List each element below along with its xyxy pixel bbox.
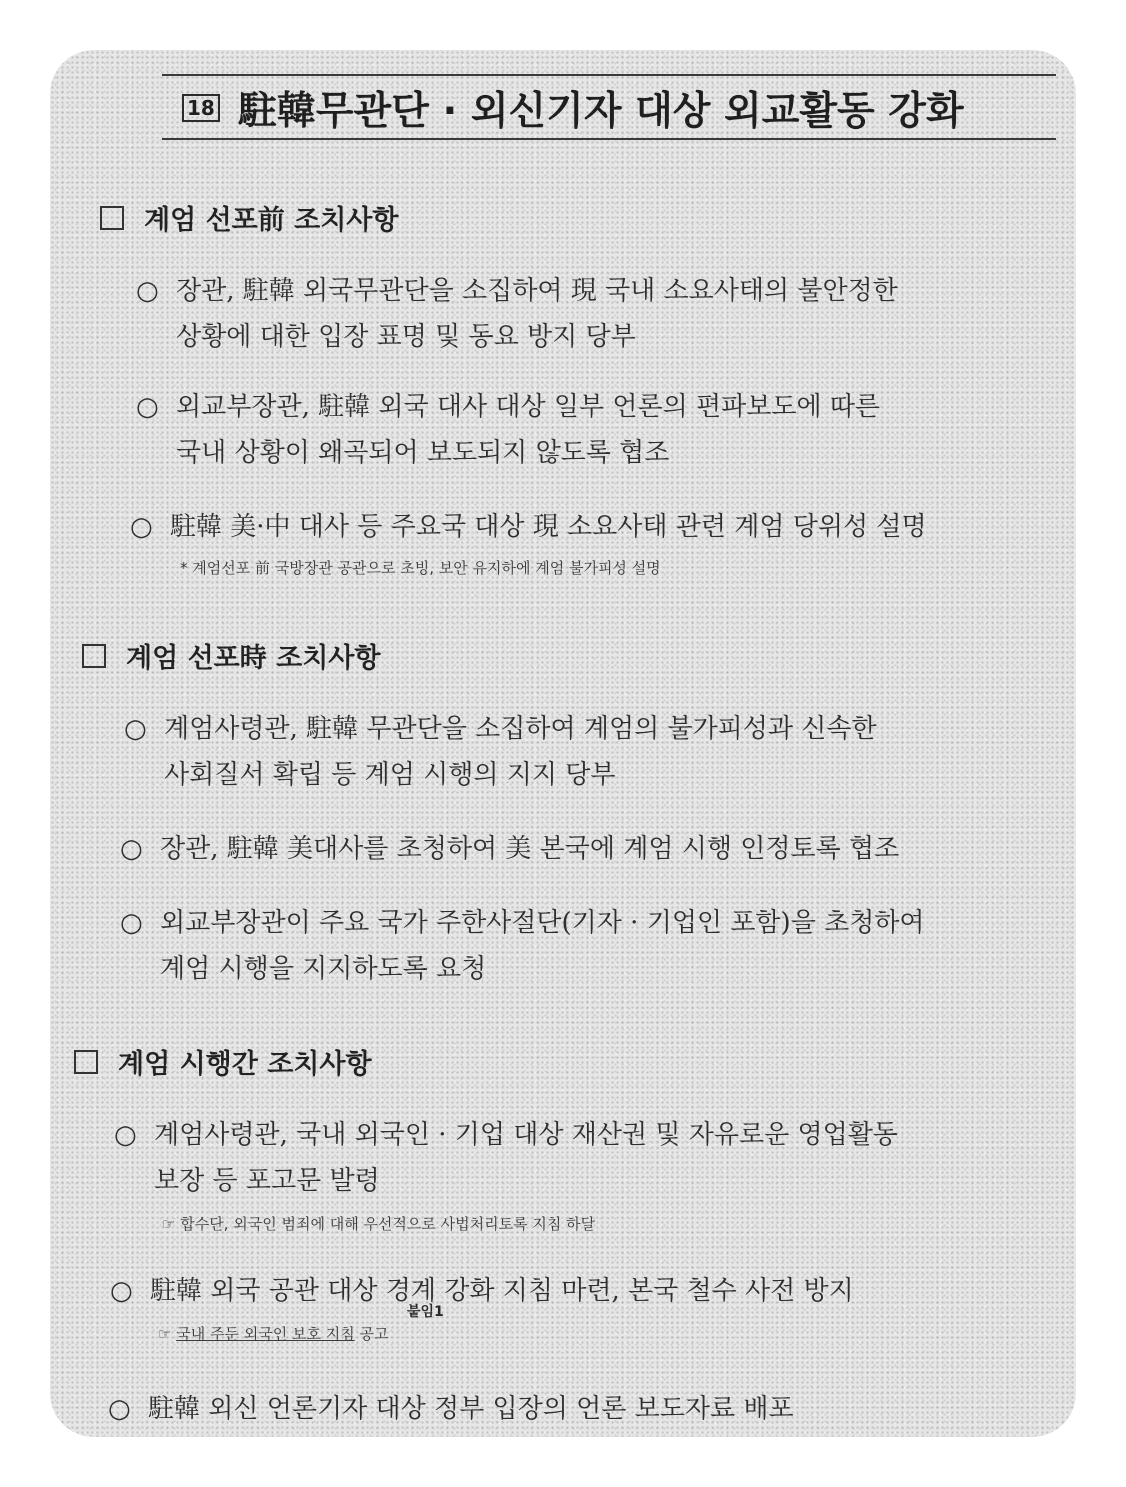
section-heading-text: 계엄 선포時 조치사항 xyxy=(126,643,381,674)
page-title xyxy=(182,80,964,136)
circle-bullet-icon: ○ xyxy=(108,1394,131,1424)
document-page xyxy=(50,50,1076,1437)
circle-bullet-icon: ○ xyxy=(120,908,143,938)
circle-bullet-icon: ○ xyxy=(130,512,153,542)
footnote-suffix: 공고 xyxy=(354,1325,389,1343)
section-heading-3 xyxy=(74,1042,372,1081)
list-item xyxy=(130,504,927,550)
list-item xyxy=(124,706,877,798)
pointing-hand-icon: ☞ xyxy=(158,1325,177,1343)
circle-bullet-icon: ○ xyxy=(136,392,159,422)
list-item xyxy=(110,1268,854,1314)
section-heading-2 xyxy=(82,636,380,675)
item-line-1: 장관, 駐韓 외국무관단을 소집하여 現 국내 소요사태의 불안정한 xyxy=(176,276,898,306)
item-line-1: 駐韓 외신 언론기자 대상 정부 입장의 언론 보도자료 배포 xyxy=(148,1394,794,1424)
item-line-1: 외교부장관이 주요 국가 주한사절단(기자 · 기업인 포함)을 초청하여 xyxy=(160,908,925,938)
item-line-2: 계엄 시행을 지지하도록 요청 xyxy=(160,954,487,984)
item-footnote: ☞ 합수단, 외국인 범죄에 대해 우선적으로 사법처리토록 지침 하달 xyxy=(162,1215,596,1233)
item-line-2: 사회질서 확립 등 계엄 시행의 지지 당부 xyxy=(164,760,616,790)
section-heading-1 xyxy=(100,198,398,237)
list-item xyxy=(114,1112,898,1204)
item-line-2: 상황에 대한 입장 표명 및 동요 방지 당부 xyxy=(176,322,636,352)
item-line-2: 보장 등 포고문 발령 xyxy=(154,1166,380,1196)
circle-bullet-icon: ○ xyxy=(136,276,159,306)
item-line-1: 駐韓 美·中 대사 등 주요국 대상 現 소요사태 관련 계엄 당위성 설명 xyxy=(170,512,927,542)
circle-bullet-icon: ○ xyxy=(110,1276,133,1306)
title-text: 駐韓무관단 · 외신기자 대상 외교활동 강화 xyxy=(237,89,964,134)
item-line-1: 외교부장관, 駐韓 외국 대사 대상 일부 언론의 편파보도에 따른 xyxy=(176,392,881,422)
section-heading-text: 계엄 시행간 조치사항 xyxy=(118,1049,372,1080)
item-line-2: 국내 상황이 왜곡되어 보도되지 않도록 협조 xyxy=(176,438,670,468)
circle-bullet-icon: ○ xyxy=(120,834,143,864)
title-rule-bottom xyxy=(162,138,1056,140)
attachment-stamp: 붙임1 xyxy=(407,1304,444,1320)
checkbox-square-icon xyxy=(82,644,106,668)
item-line-1: 장관, 駐韓 美대사를 초청하여 美 본국에 계엄 시행 인정토록 협조 xyxy=(160,834,900,864)
list-item xyxy=(108,1386,794,1432)
item-line-1: 계엄사령관, 駐韓 무관단을 소집하여 계엄의 불가피성과 신속한 xyxy=(164,714,877,744)
item-line-1: 駐韓 외국 공관 대상 경계 강화 지침 마련, 본국 철수 사전 방지 xyxy=(150,1276,854,1306)
circle-bullet-icon: ○ xyxy=(124,714,147,744)
item-footnote xyxy=(158,1323,388,1344)
list-item xyxy=(136,384,880,476)
item-line-1: 계엄사령관, 국내 외국인 · 기업 대상 재산권 및 자유로운 영업활동 xyxy=(154,1120,898,1150)
item-footnote: * 계엄선포 前 국방장관 공관으로 초빙, 보안 유지하에 계엄 불가피성 설명 xyxy=(180,559,661,577)
section-heading-text: 계엄 선포前 조치사항 xyxy=(144,205,399,236)
list-item xyxy=(120,900,925,992)
checkbox-square-icon xyxy=(100,206,124,230)
list-item xyxy=(120,826,899,872)
list-item xyxy=(136,268,898,360)
checkbox-square-icon xyxy=(74,1050,98,1074)
circle-bullet-icon: ○ xyxy=(114,1120,137,1150)
title-number: 18 xyxy=(182,94,220,122)
title-rule-top xyxy=(162,74,1056,76)
footnote-underlined-text: 국내 주둔 외국인 보호 지침 xyxy=(176,1325,355,1343)
